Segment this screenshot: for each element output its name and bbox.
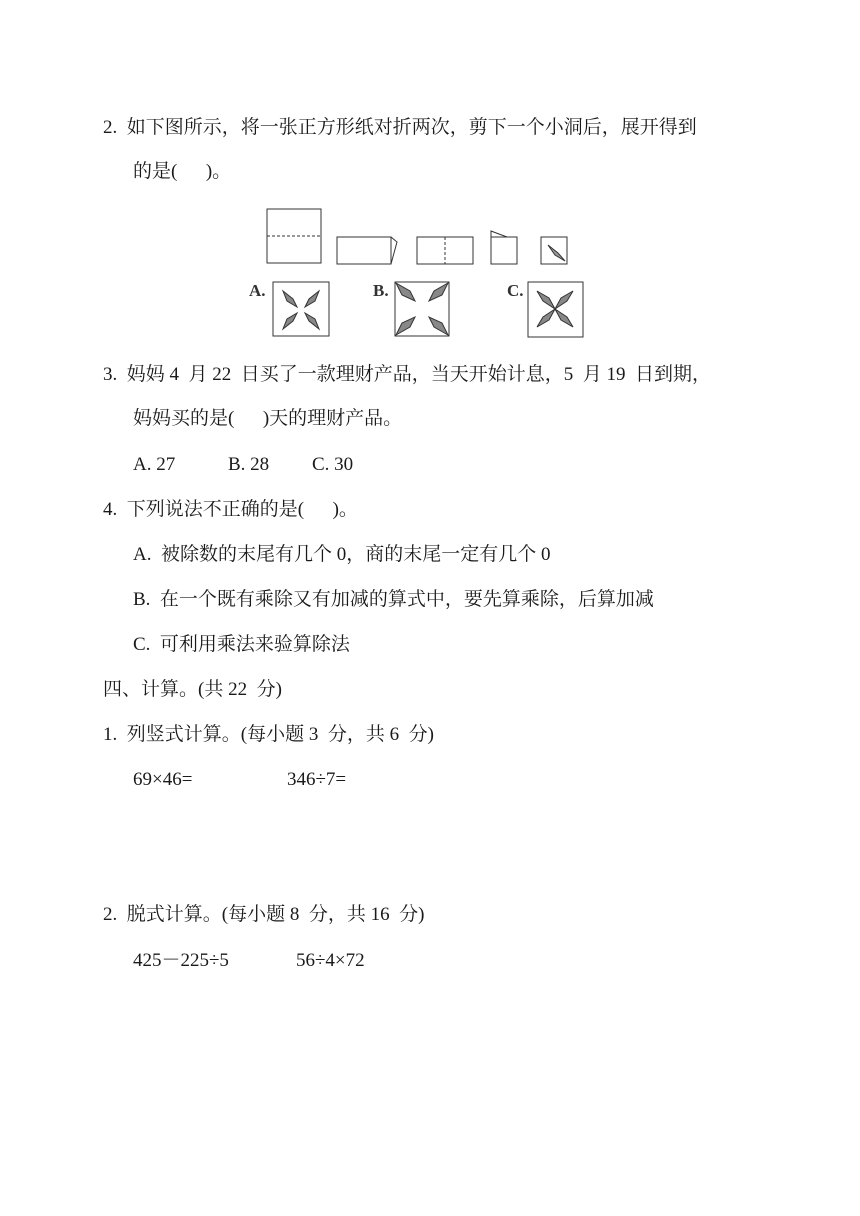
- expression-3: 425－225÷5: [133, 950, 229, 971]
- section-4-title: 四、计算。(共 22 分): [103, 679, 282, 700]
- question-3-stem-line1: 3. 妈妈 4 月 22 日买了一款理财产品，当天开始计息，5 月 19 日到期，: [103, 364, 712, 385]
- section-4-sub2: 2. 脱式计算。(每小题 8 分，共 16 分): [103, 904, 425, 925]
- paper-folding-figure: [245, 203, 595, 343]
- option-a-label: A.: [249, 281, 266, 300]
- question-2-stem-line2: 的是( )。: [133, 161, 232, 182]
- question-4-option-c: C. 可利用乘法来验算除法: [133, 634, 350, 655]
- expression-2: 346÷7=: [287, 769, 347, 790]
- question-4-stem: 4. 下列说法不正确的是( )。: [103, 499, 358, 520]
- option-a-square: [273, 282, 329, 336]
- fold-step-2: [337, 237, 391, 264]
- question-3-option-a: A. 27: [133, 454, 176, 475]
- option-b-label: B.: [373, 281, 389, 300]
- question-3-option-c: C. 30: [312, 454, 354, 475]
- question-3-stem-line2: 妈妈买的是( )天的理财产品。: [133, 408, 403, 429]
- question-4-option-b: B. 在一个既有乘除又有加减的算式中，要先算乘除，后算加减: [133, 589, 654, 610]
- expression-1: 69×46=: [133, 769, 193, 790]
- question-4-option-a: A. 被除数的末尾有几个 0，商的末尾一定有几个 0: [133, 544, 551, 565]
- question-3-options: [133, 453, 353, 477]
- option-c-label: C.: [507, 281, 524, 300]
- question-3-option-b: B. 28: [228, 454, 270, 475]
- question-2-stem-line1: 2. 如下图所示，将一张正方形纸对折两次，剪下一个小洞后，展开得到: [103, 117, 697, 138]
- fold-step-4: [491, 237, 517, 264]
- expression-4: 56÷4×72: [296, 950, 365, 971]
- section-4-sub1: 1. 列竖式计算。(每小题 3 分，共 6 分): [103, 724, 434, 745]
